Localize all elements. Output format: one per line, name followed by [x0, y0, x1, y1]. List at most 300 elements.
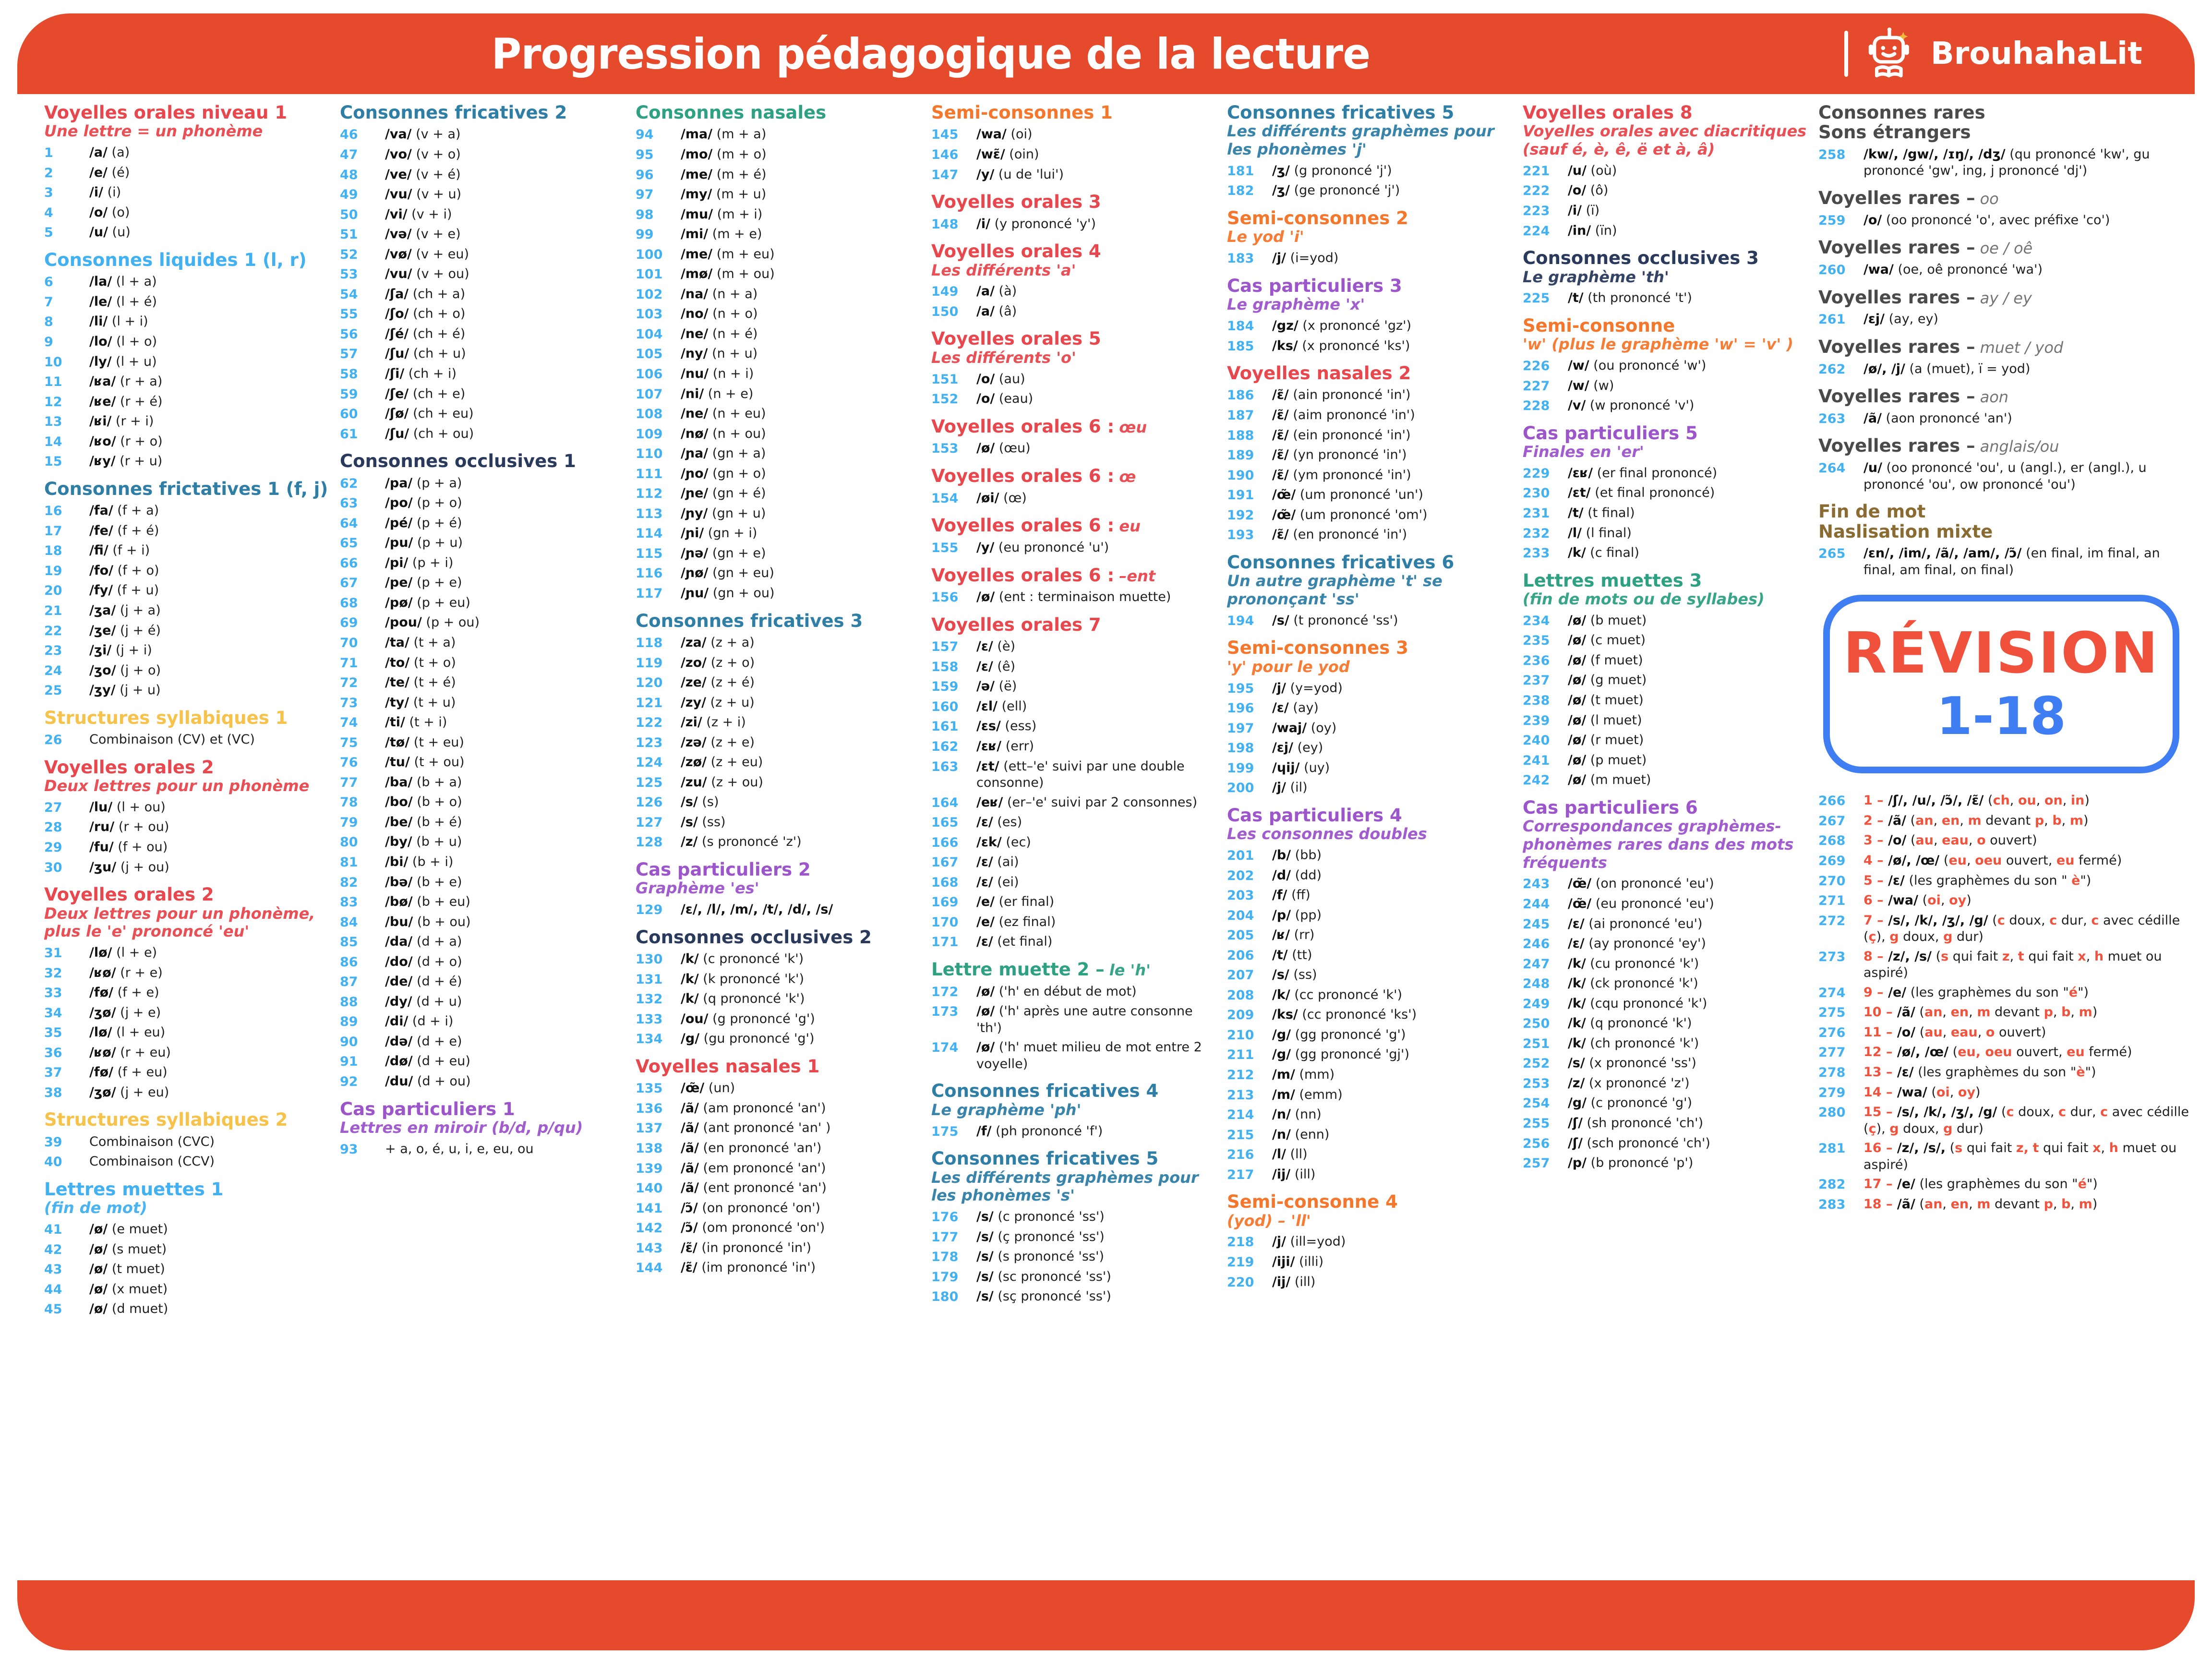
entry-182 — [1227, 182, 1515, 200]
section-header: Voyelles rares – oo — [1818, 187, 1999, 208]
entry-number: 34 — [44, 1005, 62, 1021]
entry-216 — [1227, 1146, 1515, 1164]
entry-202 — [1227, 867, 1515, 885]
phoneme: /ma/ — [681, 127, 713, 142]
entry-53 — [340, 266, 628, 283]
phoneme: /s/ — [976, 1229, 994, 1244]
entry-number: 212 — [1227, 1068, 1254, 1083]
grapheme-detail: (ch + ou) — [413, 426, 474, 441]
entry-246 — [1523, 936, 1811, 953]
entry-number: 218 — [1227, 1235, 1254, 1250]
footer-band — [17, 1580, 2195, 1650]
entry-58 — [340, 366, 628, 383]
entry-100 — [636, 246, 924, 264]
entry-number: 193 — [1227, 528, 1254, 543]
entry-number: 273 — [1818, 949, 1846, 964]
grapheme-detail: (y=yod) — [1290, 680, 1343, 696]
entry-number: 248 — [1523, 976, 1550, 992]
entry-number: 136 — [636, 1101, 663, 1116]
entry-number: 176 — [931, 1210, 959, 1225]
entry-271: 271 6 – /wa/ (oi, oy) — [1818, 892, 2191, 910]
grapheme-detail: (d + i) — [412, 1014, 454, 1029]
entry-number: 277 — [1818, 1045, 1846, 1060]
grapheme-detail: (ell) — [1001, 698, 1027, 714]
phoneme: /ɲa/ — [681, 446, 709, 461]
phoneme: /to/ — [385, 655, 410, 670]
phoneme: /wa/ — [1863, 262, 1894, 277]
entry-number: 191 — [1227, 488, 1254, 503]
entry-42 — [44, 1241, 332, 1259]
entry-number: 27 — [44, 800, 62, 815]
grapheme-detail: (f + i) — [112, 543, 150, 558]
column-1 — [44, 103, 332, 1575]
entry-number: 127 — [636, 815, 663, 830]
entry-number: 209 — [1227, 1008, 1254, 1023]
entry-15 — [44, 453, 332, 470]
phoneme: /ø/, /j/ — [1863, 361, 1905, 376]
entry-34 — [44, 1005, 332, 1022]
phoneme: /zə/ — [681, 734, 707, 750]
grapheme-detail: (m + a) — [716, 127, 767, 142]
phoneme: /ø/ — [976, 984, 995, 999]
entry-3 — [44, 184, 332, 202]
entry-number: 195 — [1227, 681, 1254, 696]
entry-number: 112 — [636, 486, 663, 502]
entry-98 — [636, 206, 924, 224]
entry-178 — [931, 1249, 1219, 1266]
grapheme-detail: (ch + e) — [412, 386, 466, 401]
phoneme: /wa/ — [976, 127, 1007, 142]
entry-247 — [1523, 956, 1811, 973]
grapheme-detail: (ck prononcé 'k') — [1590, 976, 1698, 991]
entry-number: 141 — [636, 1201, 663, 1216]
entry-163 — [931, 758, 1219, 792]
entry-number: 122 — [636, 715, 663, 731]
entry-65 — [340, 535, 628, 552]
entry-269: 269 4 – /ø/, /œ/ (eu, oeu ouvert, eu fermé) — [1818, 853, 2191, 870]
entry-number: 83 — [340, 895, 358, 910]
entry-number: 5 — [44, 225, 53, 240]
entry-number: 18 — [44, 543, 62, 559]
entry-number: 109 — [636, 426, 663, 442]
phoneme: /ã/ — [681, 1180, 699, 1196]
entry-130 — [636, 951, 924, 968]
entry-number: 276 — [1818, 1025, 1846, 1040]
section-header: Consonnes fricatives 5 Les différents graphèmes pour les phonèmes 'j' — [1227, 103, 1494, 159]
entry-number: 143 — [636, 1240, 663, 1256]
grapheme-detail: (les graphèmes du son "è") — [1918, 1065, 2096, 1080]
entry-229 — [1523, 465, 1811, 482]
entry-number: 42 — [44, 1242, 62, 1257]
entry-116 — [636, 565, 924, 582]
entry-number: 179 — [931, 1269, 959, 1285]
phoneme: /ne/ — [681, 326, 709, 341]
grapheme-detail: (d + a) — [416, 934, 462, 950]
phoneme: /s/ — [1272, 613, 1289, 628]
grapheme-detail: (on prononcé 'eu') — [1595, 876, 1714, 891]
entry-number: 123 — [636, 735, 663, 750]
phoneme: /z/ — [681, 834, 698, 850]
grapheme-detail: (y prononcé 'y') — [994, 216, 1096, 231]
entry-107 — [636, 386, 924, 403]
grapheme-detail: (cc prononcé 'k') — [1294, 987, 1403, 1002]
entry-number: 70 — [340, 636, 358, 650]
grapheme-detail: (f + o) — [117, 563, 159, 578]
entry-94 — [636, 126, 924, 144]
grapheme-detail: Combinaison (CCV) — [89, 1154, 215, 1169]
phoneme: /e/ — [1897, 1177, 1915, 1192]
entry-121 — [636, 695, 924, 712]
entry-number: 50 — [340, 207, 358, 222]
phoneme: /za/ — [681, 635, 707, 650]
grapheme-detail: (f + u) — [117, 583, 159, 598]
grapheme-detail: (ph prononcé 'f') — [996, 1123, 1103, 1139]
phoneme: /də/ — [385, 1034, 413, 1049]
phoneme: /ʒy/ — [89, 683, 116, 698]
grapheme-detail: (ch + é) — [412, 326, 466, 341]
phoneme: /pé/ — [385, 515, 413, 530]
grapheme-detail: (ei) — [997, 874, 1019, 890]
section-header: Cas particuliers 6 Correspondances graphèmes-phonèmes rares dans des mots fréquents — [1523, 797, 1794, 872]
entry-11 — [44, 373, 332, 391]
revision-box — [1823, 595, 2179, 773]
entry-number: 133 — [636, 1011, 663, 1027]
phoneme: /t/ — [1568, 505, 1584, 520]
grapheme-detail: (p + eu) — [417, 595, 470, 610]
entry-number: 22 — [44, 623, 62, 638]
entry-67 — [340, 575, 628, 592]
entry-192 — [1227, 507, 1515, 524]
entry-number: 185 — [1227, 338, 1254, 354]
entry-172 — [931, 984, 1219, 1001]
grapheme-detail: (b + ou) — [417, 914, 471, 929]
entry-number: 157 — [931, 639, 959, 655]
grapheme-detail: (q prononcé 'k') — [1590, 1016, 1692, 1031]
grapheme-detail: (sc prononcé 'ss') — [998, 1269, 1111, 1284]
phoneme: /ks/ — [1272, 1007, 1298, 1022]
grapheme-detail: (z + a) — [710, 635, 755, 650]
grapheme-detail: (mm) — [1299, 1067, 1335, 1082]
entry-number: 213 — [1227, 1087, 1254, 1103]
entry-197 — [1227, 720, 1515, 737]
phoneme: /ø/ — [976, 1004, 995, 1019]
phoneme: /o/ — [1897, 1024, 1916, 1040]
entry-number: 226 — [1523, 359, 1550, 374]
entry-55 — [340, 306, 628, 323]
section-header: Consonnes fricatives 4 Le graphème 'ph' — [931, 1081, 1159, 1119]
entry-171 — [931, 934, 1219, 951]
phoneme: /o/ — [1568, 183, 1587, 198]
entry-101 — [636, 266, 924, 283]
grapheme-detail: (gn + o) — [712, 466, 766, 481]
grapheme-detail: (p + u) — [417, 535, 463, 551]
entry-number: 17 — [44, 523, 62, 539]
phoneme: /ʒ/ — [1272, 183, 1290, 198]
entry-number: 155 — [931, 540, 959, 555]
grapheme-detail: (d muet) — [111, 1301, 168, 1317]
entry-number: 168 — [931, 875, 959, 890]
entry-275: 275 10 – /ã/ (an, en, m devant p, b, m) — [1818, 1004, 2191, 1022]
entry-number: 162 — [931, 739, 959, 754]
entry-259 — [1818, 212, 2191, 229]
grapheme-detail: (n + e) — [708, 386, 754, 401]
grapheme-detail: (x prononcé 'gz') — [1302, 318, 1412, 333]
entry-242 — [1523, 772, 1811, 789]
grapheme-detail: (j + é) — [120, 623, 161, 638]
phoneme: /dy/ — [385, 994, 412, 1009]
entry-number: 80 — [340, 835, 358, 850]
section-header: Consonnes fricatives 6 Un autre graphème 't' se prononçant 'ss' — [1227, 552, 1455, 609]
phoneme: /ʒi/ — [89, 643, 112, 658]
entry-104 — [636, 326, 924, 343]
entry-162 — [931, 738, 1219, 756]
phoneme: /lu/ — [89, 799, 113, 815]
entry-200 — [1227, 780, 1515, 797]
phoneme: /ø/ — [1568, 633, 1587, 648]
grapheme-detail: (cqu prononcé 'k') — [1590, 996, 1707, 1011]
entry-140 — [636, 1180, 924, 1197]
entry-number: 175 — [931, 1124, 959, 1139]
phoneme: /ã/ — [1863, 410, 1882, 426]
entry-number: 144 — [636, 1261, 663, 1276]
entry-173 — [931, 1003, 1219, 1036]
entry-number: 97 — [636, 187, 654, 203]
entry-number: 130 — [636, 952, 663, 967]
entry-number: 151 — [931, 372, 959, 387]
entry-number: 19 — [44, 563, 62, 578]
grapheme-detail: (ch prononcé 'k') — [1590, 1035, 1699, 1051]
phoneme: /ɛ/ — [976, 659, 993, 674]
entry-217 — [1227, 1166, 1515, 1184]
entry-number: 249 — [1523, 996, 1550, 1011]
grapheme-detail: (a) — [111, 145, 130, 160]
entry-number: 244 — [1523, 896, 1550, 912]
grapheme-detail: (ess) — [1005, 719, 1037, 734]
grapheme-detail: (en final, im final, an final, am final, on final) — [1863, 546, 2160, 577]
entry-number: 241 — [1523, 753, 1550, 768]
phoneme: /l/ — [1272, 1147, 1286, 1162]
entry-number: 279 — [1818, 1085, 1846, 1100]
grapheme-detail: (un) — [708, 1081, 735, 1096]
phoneme: /ʁo/ — [89, 433, 116, 449]
entry-224 — [1523, 223, 1811, 240]
entry-219 — [1227, 1254, 1515, 1271]
entry-number: 82 — [340, 875, 358, 890]
grapheme-detail: (ai prononcé 'eu') — [1588, 916, 1703, 931]
phoneme: /a/ — [976, 284, 995, 299]
phoneme: /ʃ/ — [1568, 1135, 1583, 1151]
entry-number: 206 — [1227, 948, 1254, 963]
phoneme: /s/, /k/, /ʒ/, /g/ — [1888, 913, 1988, 928]
entry-13 — [44, 413, 332, 431]
entry-28 — [44, 819, 332, 836]
phoneme: /le/ — [89, 294, 112, 309]
section-header: Cas particuliers 5 Finales en 'er' — [1523, 422, 1698, 461]
entry-146 — [931, 146, 1219, 164]
entry-44 — [44, 1281, 332, 1298]
entry-194 — [1227, 613, 1515, 630]
grapheme-detail: (c doux, c dur, c avec cédille (ç), g doux, g dur) — [1863, 1105, 2189, 1136]
entry-number: 271 — [1818, 893, 1846, 909]
phoneme: /ɛj/ — [1272, 740, 1294, 756]
entry-number: 183 — [1227, 251, 1254, 266]
entry-59 — [340, 386, 628, 403]
section-header: Cas particuliers 4 Les consonnes doubles — [1227, 805, 1427, 843]
entry-number: 28 — [44, 820, 62, 835]
entry-36 — [44, 1045, 332, 1062]
entry-54 — [340, 286, 628, 303]
phoneme: /bu/ — [385, 914, 413, 929]
entry-240 — [1523, 732, 1811, 749]
entry-number: 99 — [636, 227, 654, 242]
grapheme-detail: (rr) — [1294, 927, 1315, 943]
entry-115 — [636, 545, 924, 563]
phoneme: /va/ — [385, 127, 412, 142]
entry-126 — [636, 794, 924, 811]
entry-61 — [340, 426, 628, 443]
grapheme-detail: (em prononcé 'an') — [703, 1160, 826, 1176]
entry-number: 47 — [340, 147, 358, 162]
grapheme-detail: (err) — [1005, 738, 1034, 754]
entry-number: 55 — [340, 307, 358, 322]
entry-number: 172 — [931, 984, 959, 999]
entry-46 — [340, 126, 628, 144]
grapheme-detail: (en prononcé 'in') — [1293, 527, 1407, 542]
entry-number: 31 — [44, 946, 62, 961]
grapheme-detail: (s qui fait z, t qui fait x, h muet ou aspiré) — [1863, 1141, 2177, 1172]
phoneme: /s/ — [976, 1269, 994, 1284]
grapheme-detail: (om prononcé 'on') — [702, 1220, 825, 1236]
phoneme: /ã/ — [1888, 813, 1907, 828]
phoneme: /vø/ — [385, 246, 412, 262]
phoneme: /ni/ — [681, 386, 704, 401]
section-header: Consonnes frictatives 1 (f, j) — [44, 478, 328, 499]
entry-244 — [1523, 896, 1811, 913]
section-header: Consonnes occlusives 3 Le graphème 'th' — [1523, 248, 1759, 286]
phoneme: /s/ — [976, 1249, 994, 1264]
grapheme-detail: (uy) — [1304, 760, 1330, 775]
entry-258 — [1818, 146, 2191, 180]
grapheme-detail: (ill) — [1294, 1274, 1316, 1289]
phoneme: /ø/ — [1568, 733, 1587, 748]
phoneme: /k/ — [1568, 956, 1586, 971]
grapheme-detail: (t + i) — [409, 715, 447, 730]
grapheme-detail: (oi, oy) — [1931, 1084, 1981, 1100]
entry-number: 149 — [931, 284, 959, 300]
phoneme: /ɲe/ — [681, 486, 709, 501]
phoneme: /te/ — [385, 675, 409, 690]
entry-110 — [636, 445, 924, 463]
entry-number: 240 — [1523, 733, 1550, 748]
section-header: Consonnes fricatives 3 — [636, 610, 863, 631]
phoneme: /vu/ — [385, 266, 412, 282]
entry-number: 188 — [1227, 428, 1254, 443]
phoneme: /pe/ — [385, 575, 413, 590]
grapheme-detail: (tt) — [1292, 947, 1312, 962]
grapheme-detail: (eu, oeu ouvert, eu fermé) — [1943, 853, 2122, 868]
grapheme-detail: (enn) — [1295, 1127, 1330, 1142]
grapheme-detail: (ch + o) — [413, 306, 466, 322]
phoneme: /k/ — [681, 971, 699, 986]
entry-number: 2 — [44, 165, 53, 180]
entry-66 — [340, 555, 628, 572]
phoneme: /s/ — [976, 1209, 994, 1225]
entry-127 — [636, 814, 924, 831]
section-header: Consonnes rares Sons étrangers — [1818, 103, 1985, 143]
entry-168 — [931, 874, 1219, 891]
entry-2 — [44, 165, 332, 182]
phoneme: /ø/ — [1568, 673, 1587, 688]
entry-number: 264 — [1818, 461, 1846, 476]
entry-32 — [44, 965, 332, 982]
grapheme-detail: (oo prononcé 'o', avec préfixe 'co') — [1886, 212, 2110, 228]
entry-174 — [931, 1039, 1219, 1072]
entry-105 — [636, 346, 924, 363]
page-title: Progression pédagogique de la lecture — [491, 29, 1370, 79]
entry-183 — [1227, 250, 1515, 267]
entry-number: 262 — [1818, 361, 1846, 377]
phoneme: /ʃu/ — [385, 426, 409, 441]
phoneme: /ɲo/ — [681, 466, 709, 481]
phoneme: /pou/ — [385, 615, 422, 630]
grapheme-detail: (gn + u) — [712, 505, 766, 521]
entry-40 — [44, 1154, 332, 1171]
grapheme-detail: (x prononcé 'ks') — [1302, 338, 1410, 353]
phoneme: /wa/ — [1897, 1084, 1927, 1100]
phoneme: /li/ — [89, 314, 108, 329]
phoneme: /s/ — [1568, 1056, 1585, 1071]
entry-number: 74 — [340, 715, 358, 731]
phoneme: /do/ — [385, 954, 413, 969]
entry-number: 170 — [931, 914, 959, 930]
entry-number: 247 — [1523, 956, 1550, 972]
entry-number: 224 — [1523, 223, 1550, 239]
entry-19 — [44, 563, 332, 580]
entry-number: 124 — [636, 755, 663, 770]
entry-218 — [1227, 1234, 1515, 1251]
entry-number: 1 — [44, 145, 53, 161]
entry-number: 216 — [1227, 1147, 1254, 1163]
revision-title: RÉVISION — [1843, 620, 2160, 686]
grapheme-detail: (m muet) — [1590, 772, 1651, 788]
entry-85 — [340, 934, 628, 951]
phoneme: /bø/ — [385, 894, 413, 910]
phoneme: /ru/ — [89, 819, 115, 835]
entry-249 — [1523, 996, 1811, 1013]
entry-number: 71 — [340, 655, 358, 671]
phoneme: /d/ — [1272, 867, 1291, 883]
phoneme: /ʃa/ — [385, 286, 409, 301]
section-header: Voyelles orales 6 : œ — [931, 465, 1136, 486]
entry-number: 165 — [931, 815, 959, 830]
entry-149 — [931, 283, 1219, 301]
phoneme: /ʁi/ — [89, 414, 112, 429]
entry-number: 196 — [1227, 701, 1254, 716]
grapheme-detail: (sç prononcé 'ss') — [998, 1289, 1111, 1304]
phoneme: /k/ — [681, 991, 699, 1007]
entry-number: 36 — [44, 1045, 62, 1060]
entry-number: 214 — [1227, 1107, 1254, 1123]
entry-99 — [636, 226, 924, 243]
entry-number: 87 — [340, 974, 358, 990]
entry-274: 274 9 – /e/ (les graphèmes du son "é") — [1818, 985, 2191, 1002]
phoneme: /lo/ — [89, 334, 112, 349]
grapheme-detail: (n + é) — [712, 326, 758, 341]
phoneme: /lø/ — [89, 945, 112, 961]
entry-number: 77 — [340, 775, 358, 790]
grapheme-detail: (j + eu) — [120, 1084, 169, 1100]
entry-number: 43 — [44, 1262, 62, 1277]
